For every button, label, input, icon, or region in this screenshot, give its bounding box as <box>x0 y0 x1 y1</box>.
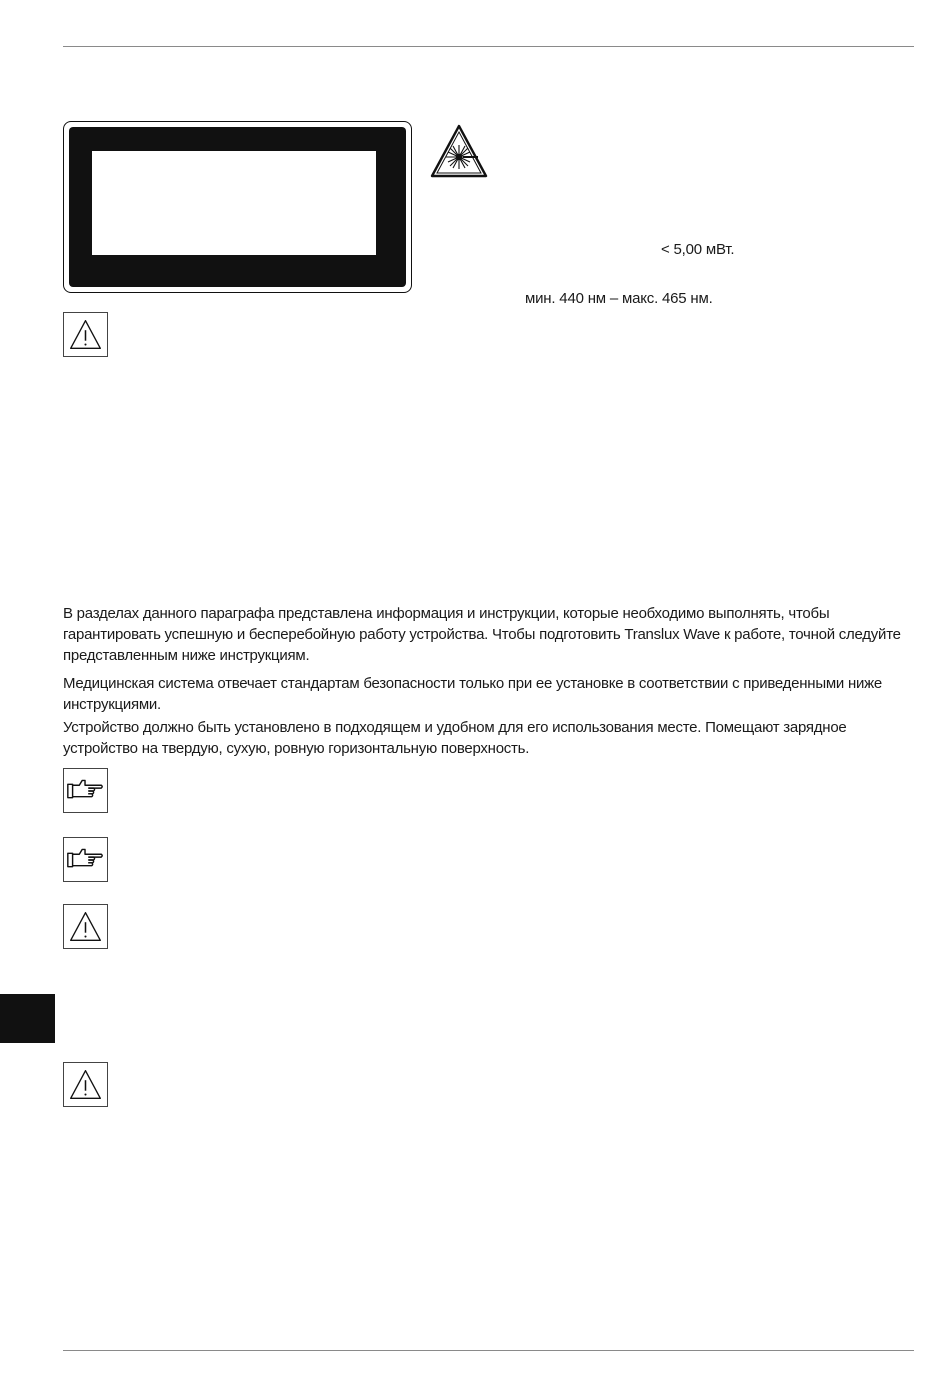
pointing-hand-icon <box>63 837 108 882</box>
warning-triangle-icon <box>63 1062 108 1107</box>
laser-power-value: < 5,00 мВт. <box>661 241 735 258</box>
laser-label-text-area <box>92 151 376 255</box>
footer-rule <box>63 1350 914 1351</box>
pointing-hand-icon <box>63 768 108 813</box>
laser-wavelength-value: мин. 440 нм – макс. 465 нм. <box>525 290 713 307</box>
laser-warning-label <box>63 121 412 293</box>
warning-triangle-icon <box>63 904 108 949</box>
warning-triangle-icon <box>63 312 108 357</box>
placement-paragraph: Устройство должно быть установлено в подходящем и удобном для его использования месте. Помещают зарядное устройство на твердую, сухую, ровную горизонтальную поверхность. <box>63 719 847 757</box>
section-tab-marker <box>0 994 55 1043</box>
laser-radiation-icon <box>430 124 488 178</box>
safety-paragraph: Медицинская система отвечает стандартам безопасности только при ее установке в соответствии с приведенными ниже инструкциями. <box>63 675 883 713</box>
header-rule <box>63 46 914 47</box>
intro-paragraph: В разделах данного параграфа представлена информация и инструкции, которые необходимо выполнять, чтобы гарантировать успешную и бесперебойную работу устройства. Чтобы подготовить Translux Wave к работе, точной следуйте представленным ниже инструкциям. <box>63 605 901 664</box>
